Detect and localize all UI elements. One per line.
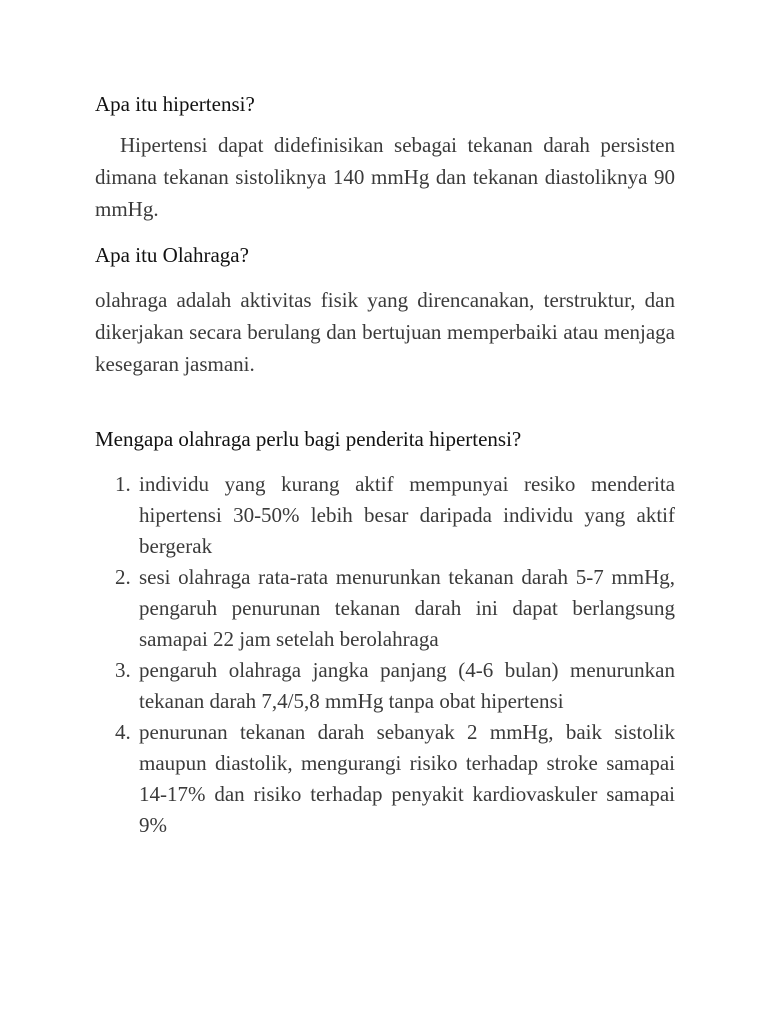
paragraph-exercise-definition: olahraga adalah aktivitas fisik yang direncanakan, terstruktur, dan dikerjakan secara berulang dan bertujuan memperbaiki atau menjaga kesegaran jasmani. (95, 288, 675, 376)
list-item-number: 3. (115, 658, 131, 682)
heading-what-is-hypertension: Apa itu hipertensi? (95, 92, 255, 116)
heading-why-exercise-needed: Mengapa olahraga perlu bagi penderita hipertensi? (95, 427, 522, 451)
list-item-text: penurunan tekanan darah sebanyak 2 mmHg, baik sistolik maupun diastolik, mengurangi risiko terhadap stroke samapai 14-17% dan risiko terhadap penyakit kardiovaskuler samapai 9% (139, 720, 675, 837)
reasons-list (95, 469, 675, 841)
list-item-number: 1. (115, 472, 131, 496)
list-item-text: pengaruh olahraga jangka panjang (4-6 bulan) menurunkan tekanan darah 7,4/5,8 mmHg tanpa obat hipertensi (139, 658, 675, 713)
heading-what-is-exercise: Apa itu Olahraga? (95, 243, 249, 267)
paragraph-hypertension-definition: Hipertensi dapat didefinisikan sebagai tekanan darah persisten dimana tekanan sistoliknya 140 mmHg dan tekanan diastoliknya 90 mmHg. (95, 133, 675, 221)
list-item (95, 717, 675, 841)
list-item-number: 2. (115, 565, 131, 589)
list-item-text: sesi olahraga rata-rata menurunkan tekanan darah 5-7 mmHg, pengaruh penurunan tekanan darah ini dapat berlangsung samapai 22 jam setelah berolahraga (139, 565, 675, 651)
list-item (95, 655, 675, 717)
list-item-text: individu yang kurang aktif mempunyai resiko menderita hipertensi 30-50% lebih besar daripada individu yang aktif bergerak (139, 472, 675, 558)
list-item-number: 4. (115, 720, 131, 744)
list-item (95, 469, 675, 562)
list-item (95, 562, 675, 655)
